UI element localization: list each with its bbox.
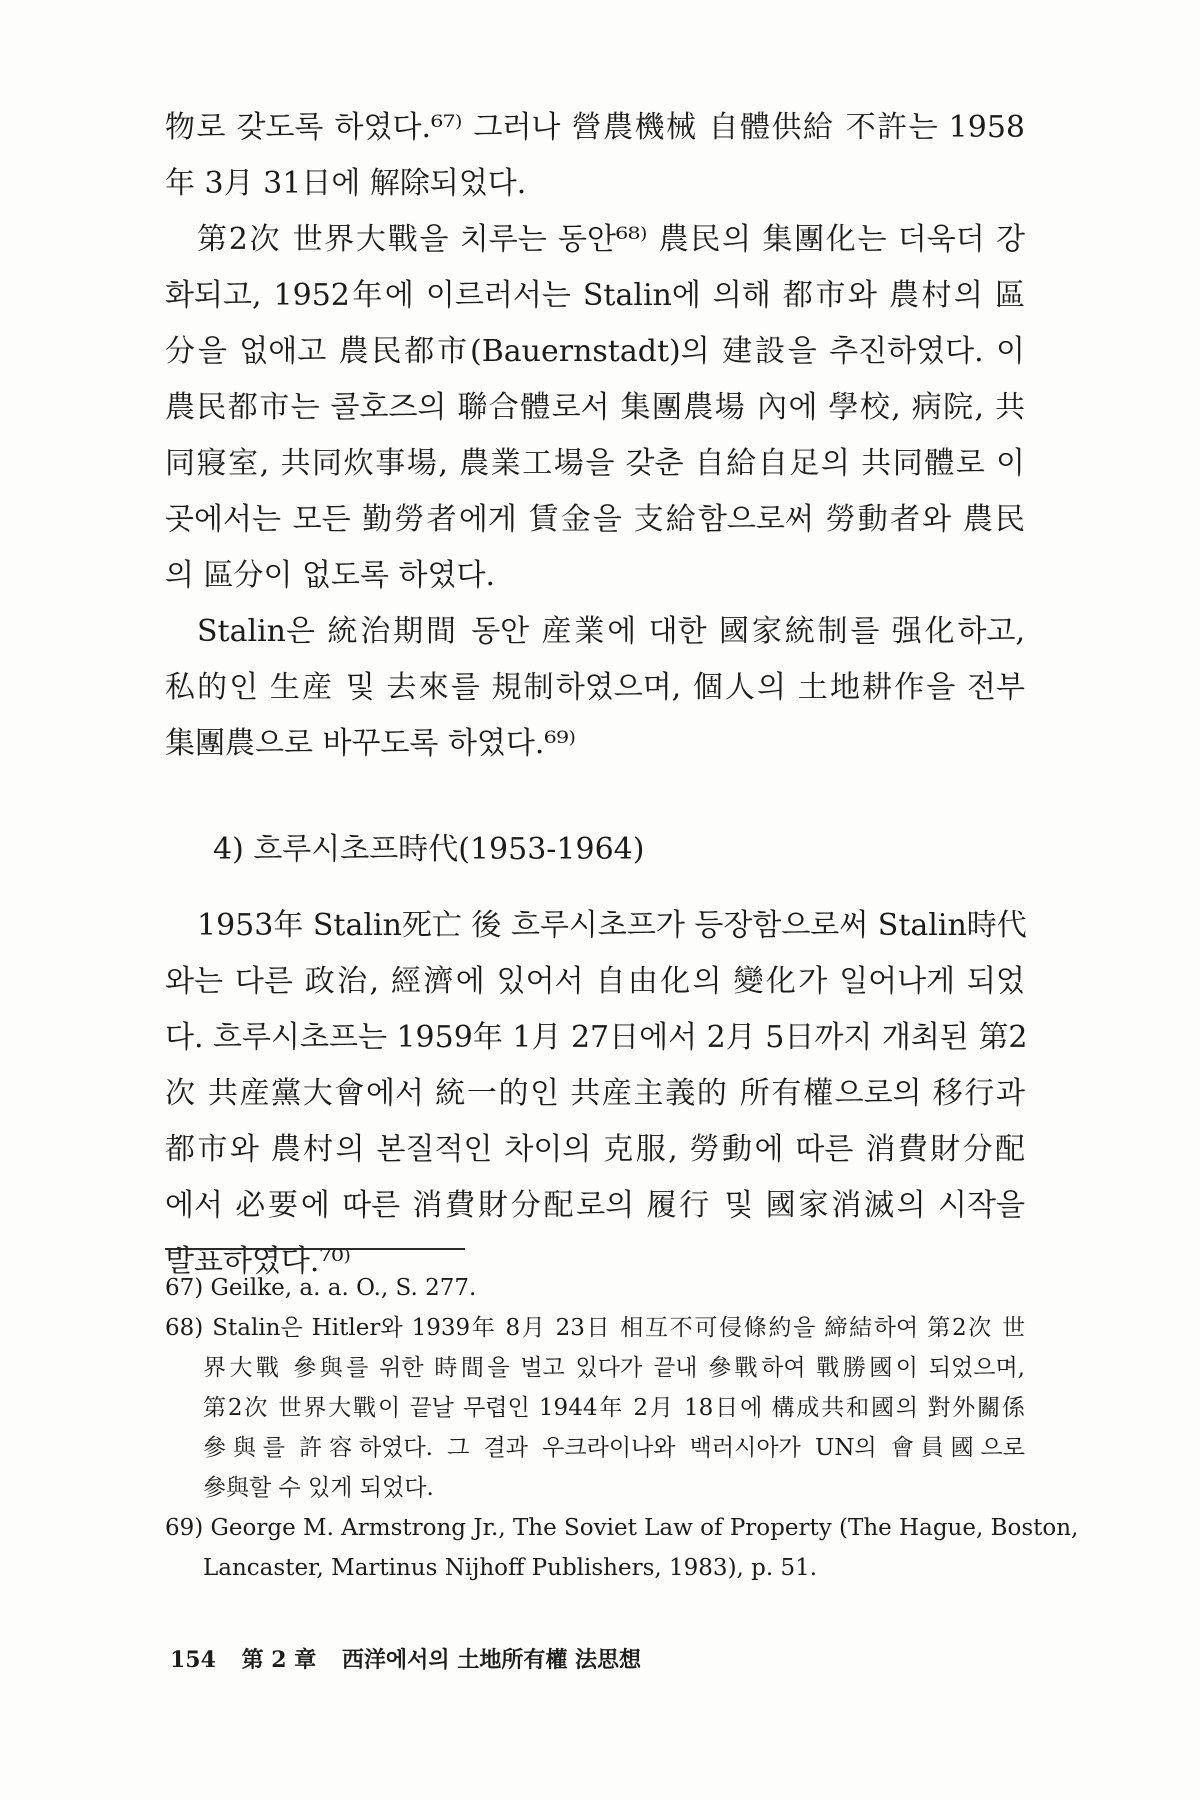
body-line: 화되고, 1952年에 이르러서는 Stalin에 의해 都市와 農村의 區 [165, 278, 1025, 313]
chapter-title: 西洋에서의 土地所有權 法思想 [341, 1647, 641, 1673]
page-number: 154 [170, 1647, 216, 1673]
body-line: 곳에서는 모든 勤勞者에게 賃金을 支給함으로써 勞動者와 農民 [165, 502, 1025, 537]
body-line: 年 3月 31日에 解除되었다. [165, 166, 527, 201]
body-line: 集團農으로 바꾸도록 하였다.⁶⁹⁾ [165, 726, 576, 761]
body-line: 同寢室, 共同炊事場, 農業工場을 갖춘 自給自足의 共同體로 이 [165, 446, 1025, 481]
footnote-68-cont: 參與를 許容하였다. 그 결과 우크라이나와 백러시아가 UN의 會員國으로 [203, 1435, 1025, 1461]
footnote-rule [165, 1248, 465, 1250]
body-line: 農民都市는 콜호즈의 聯合體로서 集團農場 內에 學校, 病院, 共 [165, 390, 1025, 425]
footnotes [165, 1248, 1079, 1588]
body-line: 발표하였다.⁷⁰⁾ [165, 1244, 351, 1279]
body-line: 私的인 生産 및 去來를 規制하였으며, 個人의 土地耕作을 전부 [165, 670, 1025, 705]
body-line: 에서 必要에 따른 消費財分配로의 履行 및 國家消滅의 시작을 [165, 1188, 1025, 1223]
body-text [165, 100, 1028, 1290]
body-line: 分을 없애고 農民都市(Bauernstadt)의 建設을 추진하였다. 이 [165, 334, 1025, 369]
page-footer [170, 1640, 1030, 1680]
body-line: 1953年 Stalin死亡 後 흐루시초프가 등장함으로써 Stalin時代 [197, 908, 1027, 943]
body-line: 의 區分이 없도록 하였다. [165, 558, 495, 593]
body-line: Stalin은 統治期間 동안 産業에 대한 國家統制를 强化하고, [197, 614, 1025, 649]
section-heading: 4) 흐루시초프時代(1953-1964) [213, 832, 645, 867]
footnote-69-cont: Lancaster, Martinus Nijhoff Publishers, 1983), p. 51. [203, 1555, 818, 1581]
body-line: 다. 흐루시초프는 1959年 1月 27日에서 2月 5日까지 개최된 第2 [165, 1020, 1028, 1055]
footnote-68-cont: 界大戰 參與를 위한 時間을 벌고 있다가 끝내 參戰하여 戰勝國이 되었으며, [203, 1355, 1025, 1381]
body-line: 都市와 農村의 본질적인 차이의 克服, 勞動에 따른 消費財分配 [165, 1132, 1025, 1167]
body-line: 次 共産黨大會에서 統一的인 共産主義的 所有權으로의 移行과 [165, 1076, 1025, 1111]
footnote-69: 69) George M. Armstrong Jr., The Soviet Law of Property (The Hague, Boston, [165, 1515, 1079, 1541]
footnote-67: 67) Geilke, a. a. O., S. 277. [165, 1275, 477, 1301]
body-line: 와는 다른 政治, 經濟에 있어서 自由化의 變化가 일어나게 되었 [165, 964, 1025, 999]
footnote-68: 68) Stalin은 Hitler와 1939年 8月 23日 相互不可侵條約을 締結하여 第2次 世 [165, 1315, 1025, 1341]
footnote-68-cont: 參與할 수 있게 되었다. [203, 1475, 434, 1501]
heading-gap [165, 880, 1025, 898]
chapter-label: 第 2 章 [241, 1647, 317, 1673]
footnote-68-cont: 第2次 世界大戰이 끝날 무렵인 1944年 2月 18日에 構成共和國의 對外關係 [203, 1395, 1025, 1421]
section-gap [165, 772, 1025, 820]
body-line: 物로 갖도록 하였다.⁶⁷⁾ 그러나 營農機械 自體供給 不許는 1958 [165, 110, 1025, 145]
body-line: 第2次 世界大戰을 치루는 동안⁶⁸⁾ 農民의 集團化는 더욱더 강 [197, 222, 1025, 257]
